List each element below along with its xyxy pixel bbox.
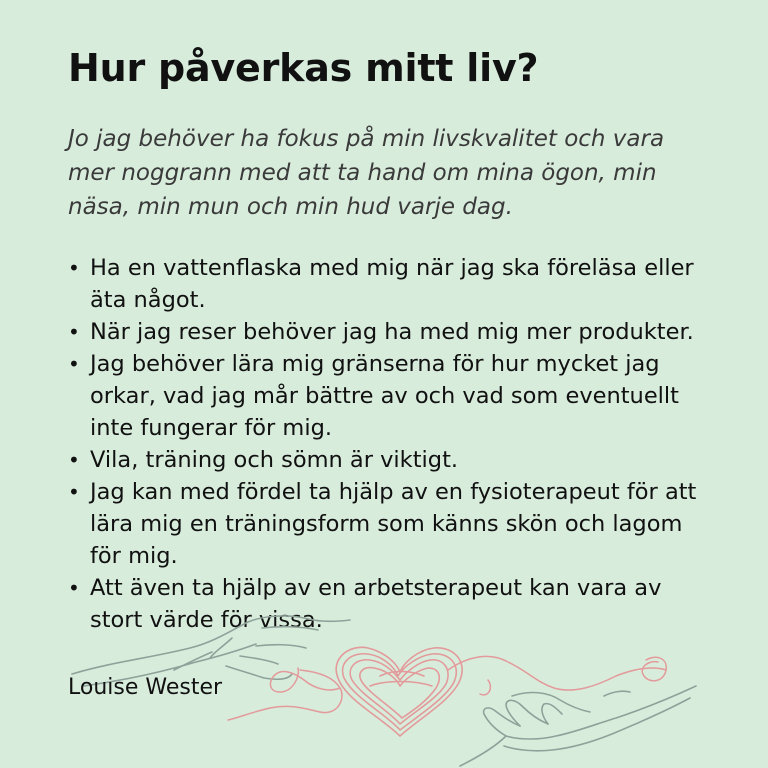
heart-icon bbox=[336, 647, 462, 736]
list-item: • När jag reser behöver jag ha med mig mer produkter. bbox=[68, 316, 704, 348]
hand-right-icon bbox=[460, 686, 696, 766]
author-name: Louise Wester bbox=[68, 675, 223, 700]
list-item: • Jag behöver lära mig gränserna för hur mycket jag orkar, vad jag mår bättre av och vad som eventuellt inte fungerar för mig. bbox=[68, 348, 704, 444]
list-item: • Att även ta hjälp av en arbetsterapeut kan vara av stort värde för vissa. bbox=[68, 572, 704, 636]
bullet-list bbox=[68, 252, 704, 636]
intro-text: Jo jag behöver ha fokus på min livskvalitet och vara mer noggrann med att ta hand om mina ögon, min näsa, min mun och min hud varje dag. bbox=[68, 126, 665, 220]
list-item: • Ha en vattenflaska med mig när jag ska föreläsa eller äta något. bbox=[68, 252, 704, 316]
list-item: • Jag kan med fördel ta hjälp av en fysioterapeut för att lära mig en träningsform som känns skön och lagom för mig. bbox=[68, 476, 704, 572]
list-item: • Vila, träning och sömn är viktigt. bbox=[68, 444, 704, 476]
red-thread-icon bbox=[228, 656, 666, 720]
page-title: Hur påverkas mitt liv? bbox=[68, 46, 539, 90]
